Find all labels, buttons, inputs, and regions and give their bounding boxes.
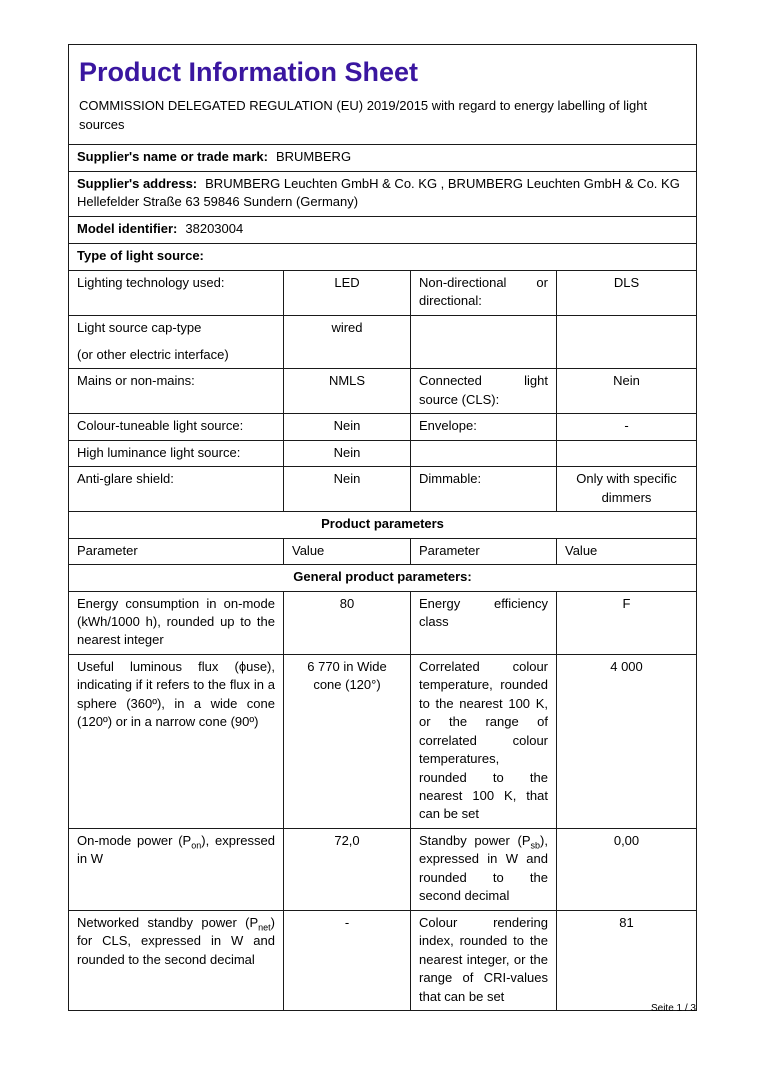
product-info-table xyxy=(68,44,697,1011)
value-cell: 6 770 in Wide cone (120°) xyxy=(284,654,411,828)
table-row xyxy=(69,591,697,654)
table-row xyxy=(69,910,697,1010)
param-cell: Light source cap-type (or other electric interface) xyxy=(69,315,284,369)
type-of-light-source-heading: Type of light source: xyxy=(69,243,697,270)
param-cell: Colour-tuneable light source: xyxy=(69,414,284,440)
value-cell: Nein xyxy=(284,414,411,440)
value-cell: 72,0 xyxy=(284,828,411,910)
value-cell: Nein xyxy=(284,440,411,466)
value-cell xyxy=(557,440,697,466)
value-cell xyxy=(557,315,697,369)
page-title: Product Information Sheet xyxy=(79,57,419,87)
supplier-address-label: Supplier's address: xyxy=(77,175,198,191)
table-row xyxy=(69,828,697,910)
supplier-name-label: Supplier's name or trade mark: xyxy=(77,148,268,164)
table-row xyxy=(69,315,697,369)
table-row xyxy=(69,414,697,440)
value-cell: - xyxy=(284,910,411,1010)
param-cell: Correlated colour temperature, rounded to the nearest 100 K, or the range of correlated colour temperatures, rounded to the nearest 100 K, that can be set xyxy=(411,654,557,828)
table-row xyxy=(69,440,697,466)
model-identifier-value: 38203004 xyxy=(185,220,244,236)
column-header: Parameter xyxy=(411,538,557,564)
param-cell: Standby power $(P_{sb})$, expressed in W and rounded to the second decimal xyxy=(411,828,557,910)
value-cell: Nein xyxy=(284,467,411,512)
param-cell: High luminance light source: xyxy=(69,440,284,466)
param-cell: Dimmable: xyxy=(411,467,557,512)
model-identifier-row xyxy=(69,216,697,243)
value-cell: NMLS xyxy=(284,369,411,414)
value-cell: F xyxy=(557,591,697,654)
value-cell: wired xyxy=(284,315,411,369)
supplier-address-row xyxy=(69,171,697,216)
title-block xyxy=(69,45,697,145)
param-cell: Mains or non-mains: xyxy=(69,369,284,414)
column-header-row xyxy=(69,538,697,564)
table-row xyxy=(69,467,697,512)
value-cell: 81 xyxy=(557,910,697,1010)
product-parameters-heading: Product parameters xyxy=(69,512,697,538)
supplier-name-row xyxy=(69,144,697,171)
table-row xyxy=(69,369,697,414)
column-header: Value xyxy=(284,538,411,564)
regulation-text: COMMISSION DELEGATED REGULATION (EU) 2019/2015 with regard to energy labelling of light sources xyxy=(79,98,648,132)
param-cell: Energy efficiency class xyxy=(411,591,557,654)
value-cell: Only with specific dimmers xyxy=(557,467,697,512)
param-cell: Colour rendering index, rounded to the nearest integer, or the range of CRI-values that can be set xyxy=(411,910,557,1010)
model-identifier-label: Model identifier: xyxy=(77,220,178,236)
param-cell: Useful luminous flux (ϕuse), indicating if it refers to the flux in a sphere (360º), in a wide cone (120º) or in a narrow cone (90º) xyxy=(69,654,284,828)
value-cell: DLS xyxy=(557,270,697,315)
value-cell: 80 xyxy=(284,591,411,654)
column-header: Parameter xyxy=(69,538,284,564)
param-cell: Connected light source (CLS): xyxy=(411,369,557,414)
supplier-address-value: BRUMBERG Leuchten GmbH & Co. KG , BRUMBERG Leuchten GmbH & Co. KG Hellefelder Straße 63 59846 Sundern (Germany) xyxy=(77,175,680,210)
value-cell: Nein xyxy=(557,369,697,414)
param-cell: Anti-glare shield: xyxy=(69,467,284,512)
param-cell: On-mode power $(P_{on})$, expressed in W xyxy=(69,828,284,910)
param-cell: Lighting technology used: xyxy=(69,270,284,315)
table-row xyxy=(69,654,697,828)
value-cell: 0,00 xyxy=(557,828,697,910)
param-cell: Networked standby power $(P_{net})$ for CLS, expressed in W and rounded to the second decimal xyxy=(69,910,284,1010)
param-cell xyxy=(411,440,557,466)
param-cell xyxy=(411,315,557,369)
table-row xyxy=(69,270,697,315)
column-header: Value xyxy=(557,538,697,564)
value-cell: - xyxy=(557,414,697,440)
param-cell: Envelope: xyxy=(411,414,557,440)
param-cell: Energy consumption in on-mode (kWh/1000 h), rounded up to the nearest integer xyxy=(69,591,284,654)
value-cell: 4 000 xyxy=(557,654,697,828)
param-cell: Non-directional or directional: xyxy=(411,270,557,315)
supplier-name-value: BRUMBERG xyxy=(275,148,352,164)
value-cell: LED xyxy=(284,270,411,315)
general-parameters-heading: General product parameters: xyxy=(69,565,697,591)
page-number: Seite 1 / 3 xyxy=(650,1003,696,1014)
